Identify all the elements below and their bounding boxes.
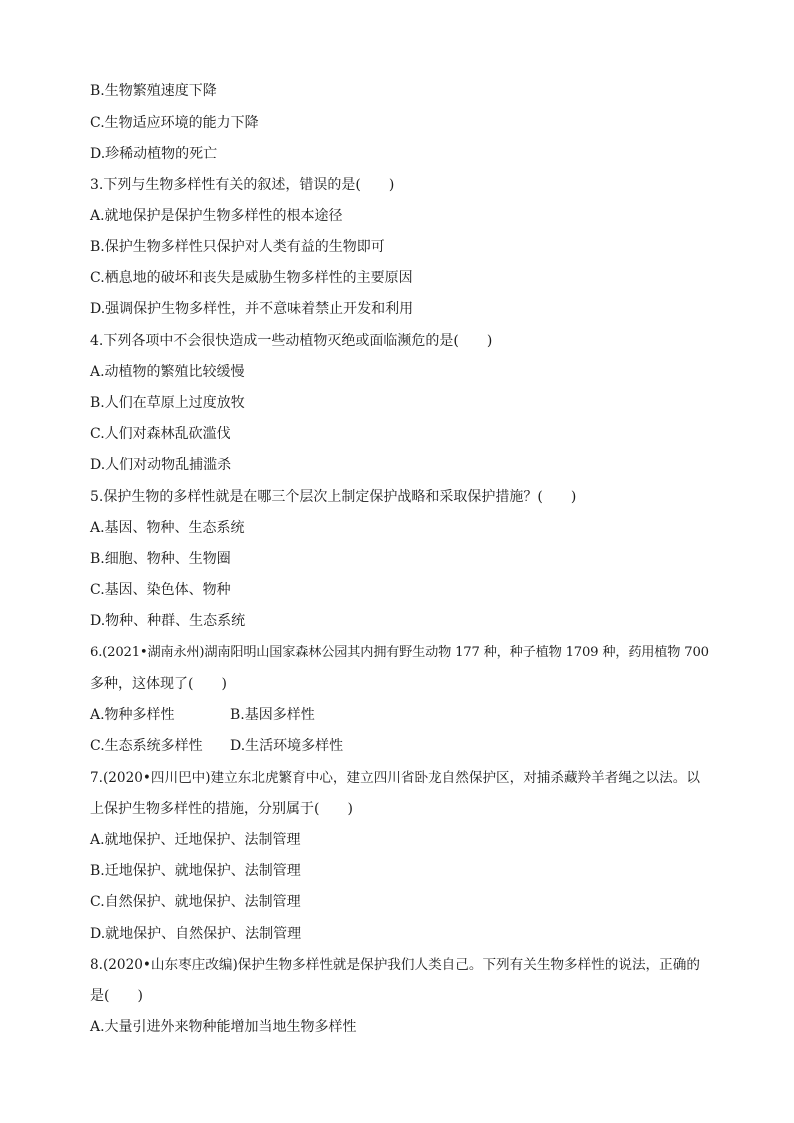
q7-option-d: D.就地保护、自然保护、法制管理 bbox=[90, 926, 302, 942]
q8-stem-line2: 是( ) bbox=[90, 988, 143, 1004]
q2-option-d: D.珍稀动植物的死亡 bbox=[90, 146, 218, 162]
q7-option-a: A.就地保护、迁地保护、法制管理 bbox=[90, 832, 301, 848]
q6-option-a: A.物种多样性 bbox=[90, 707, 175, 723]
q8-stem-line1: 8.(2020•山东枣庄改编)保护生物多样性就是保护我们人类自己。下列有关生物多样性的说法，正确的 bbox=[90, 957, 700, 973]
q7-stem-line1: 7.(2020•四川巴中)建立东北虎繁育中心，建立四川省卧龙自然保护区，对捕杀藏羚羊者绳之以法。以 bbox=[90, 770, 700, 786]
q6-option-d: D.生活环境多样性 bbox=[230, 738, 344, 754]
q4-option-a: A.动植物的繁殖比较缓慢 bbox=[90, 364, 245, 380]
q4-stem: 4.下列各项中不会很快造成一些动植物灭绝或面临濒危的是( ) bbox=[90, 333, 493, 349]
q5-option-c: C.基因、染色体、物种 bbox=[90, 582, 231, 598]
q5-option-a: A.基因、物种、生态系统 bbox=[90, 520, 245, 536]
q3-option-b: B.保护生物多样性只保护对人类有益的生物即可 bbox=[90, 239, 385, 255]
q3-stem: 3.下列与生物多样性有关的叙述，错误的是( ) bbox=[90, 177, 395, 193]
q6-options-row2 bbox=[90, 736, 390, 756]
q2-option-b: B.生物繁殖速度下降 bbox=[90, 83, 217, 99]
q6-option-b: B.基因多样性 bbox=[230, 707, 315, 723]
q3-option-d: D.强调保护生物多样性，并不意味着禁止开发和利用 bbox=[90, 301, 414, 317]
q6-option-c: C.生态系统多样性 bbox=[90, 738, 203, 754]
q7-option-c: C.自然保护、就地保护、法制管理 bbox=[90, 894, 301, 910]
q2-option-c: C.生物适应环境的能力下降 bbox=[90, 115, 259, 131]
q7-option-b: B.迁地保护、就地保护、法制管理 bbox=[90, 863, 301, 879]
q6-stem-line2: 多种，这体现了( ) bbox=[90, 676, 227, 692]
q4-option-c: C.人们对森林乱砍滥伐 bbox=[90, 426, 231, 442]
q4-option-d: D.人们对动物乱捕滥杀 bbox=[90, 457, 232, 473]
q4-option-b: B.人们在草原上过度放牧 bbox=[90, 395, 245, 411]
q7-stem-line2: 上保护生物多样性的措施，分别属于( ) bbox=[90, 801, 353, 817]
q5-stem: 5.保护生物的多样性就是在哪三个层次上制定保护战略和采取保护措施？( ) bbox=[90, 489, 577, 505]
q3-option-c: C.栖息地的破坏和丧失是威胁生物多样性的主要原因 bbox=[90, 270, 413, 286]
q5-option-b: B.细胞、物种、生物圈 bbox=[90, 551, 231, 567]
q8-option-a: A.大量引进外来物种能增加当地生物多样性 bbox=[90, 1019, 357, 1035]
q6-options-row1 bbox=[90, 705, 390, 725]
q6-stem-line1: 6.(2021•湖南永州)湖南阳明山国家森林公园其内拥有野生动物 177 种，种子植物 1709 种，药用植物 700 bbox=[90, 645, 709, 660]
q3-option-a: A.就地保护是保护生物多样性的根本途径 bbox=[90, 208, 343, 224]
q5-option-d: D.物种、种群、生态系统 bbox=[90, 613, 246, 629]
